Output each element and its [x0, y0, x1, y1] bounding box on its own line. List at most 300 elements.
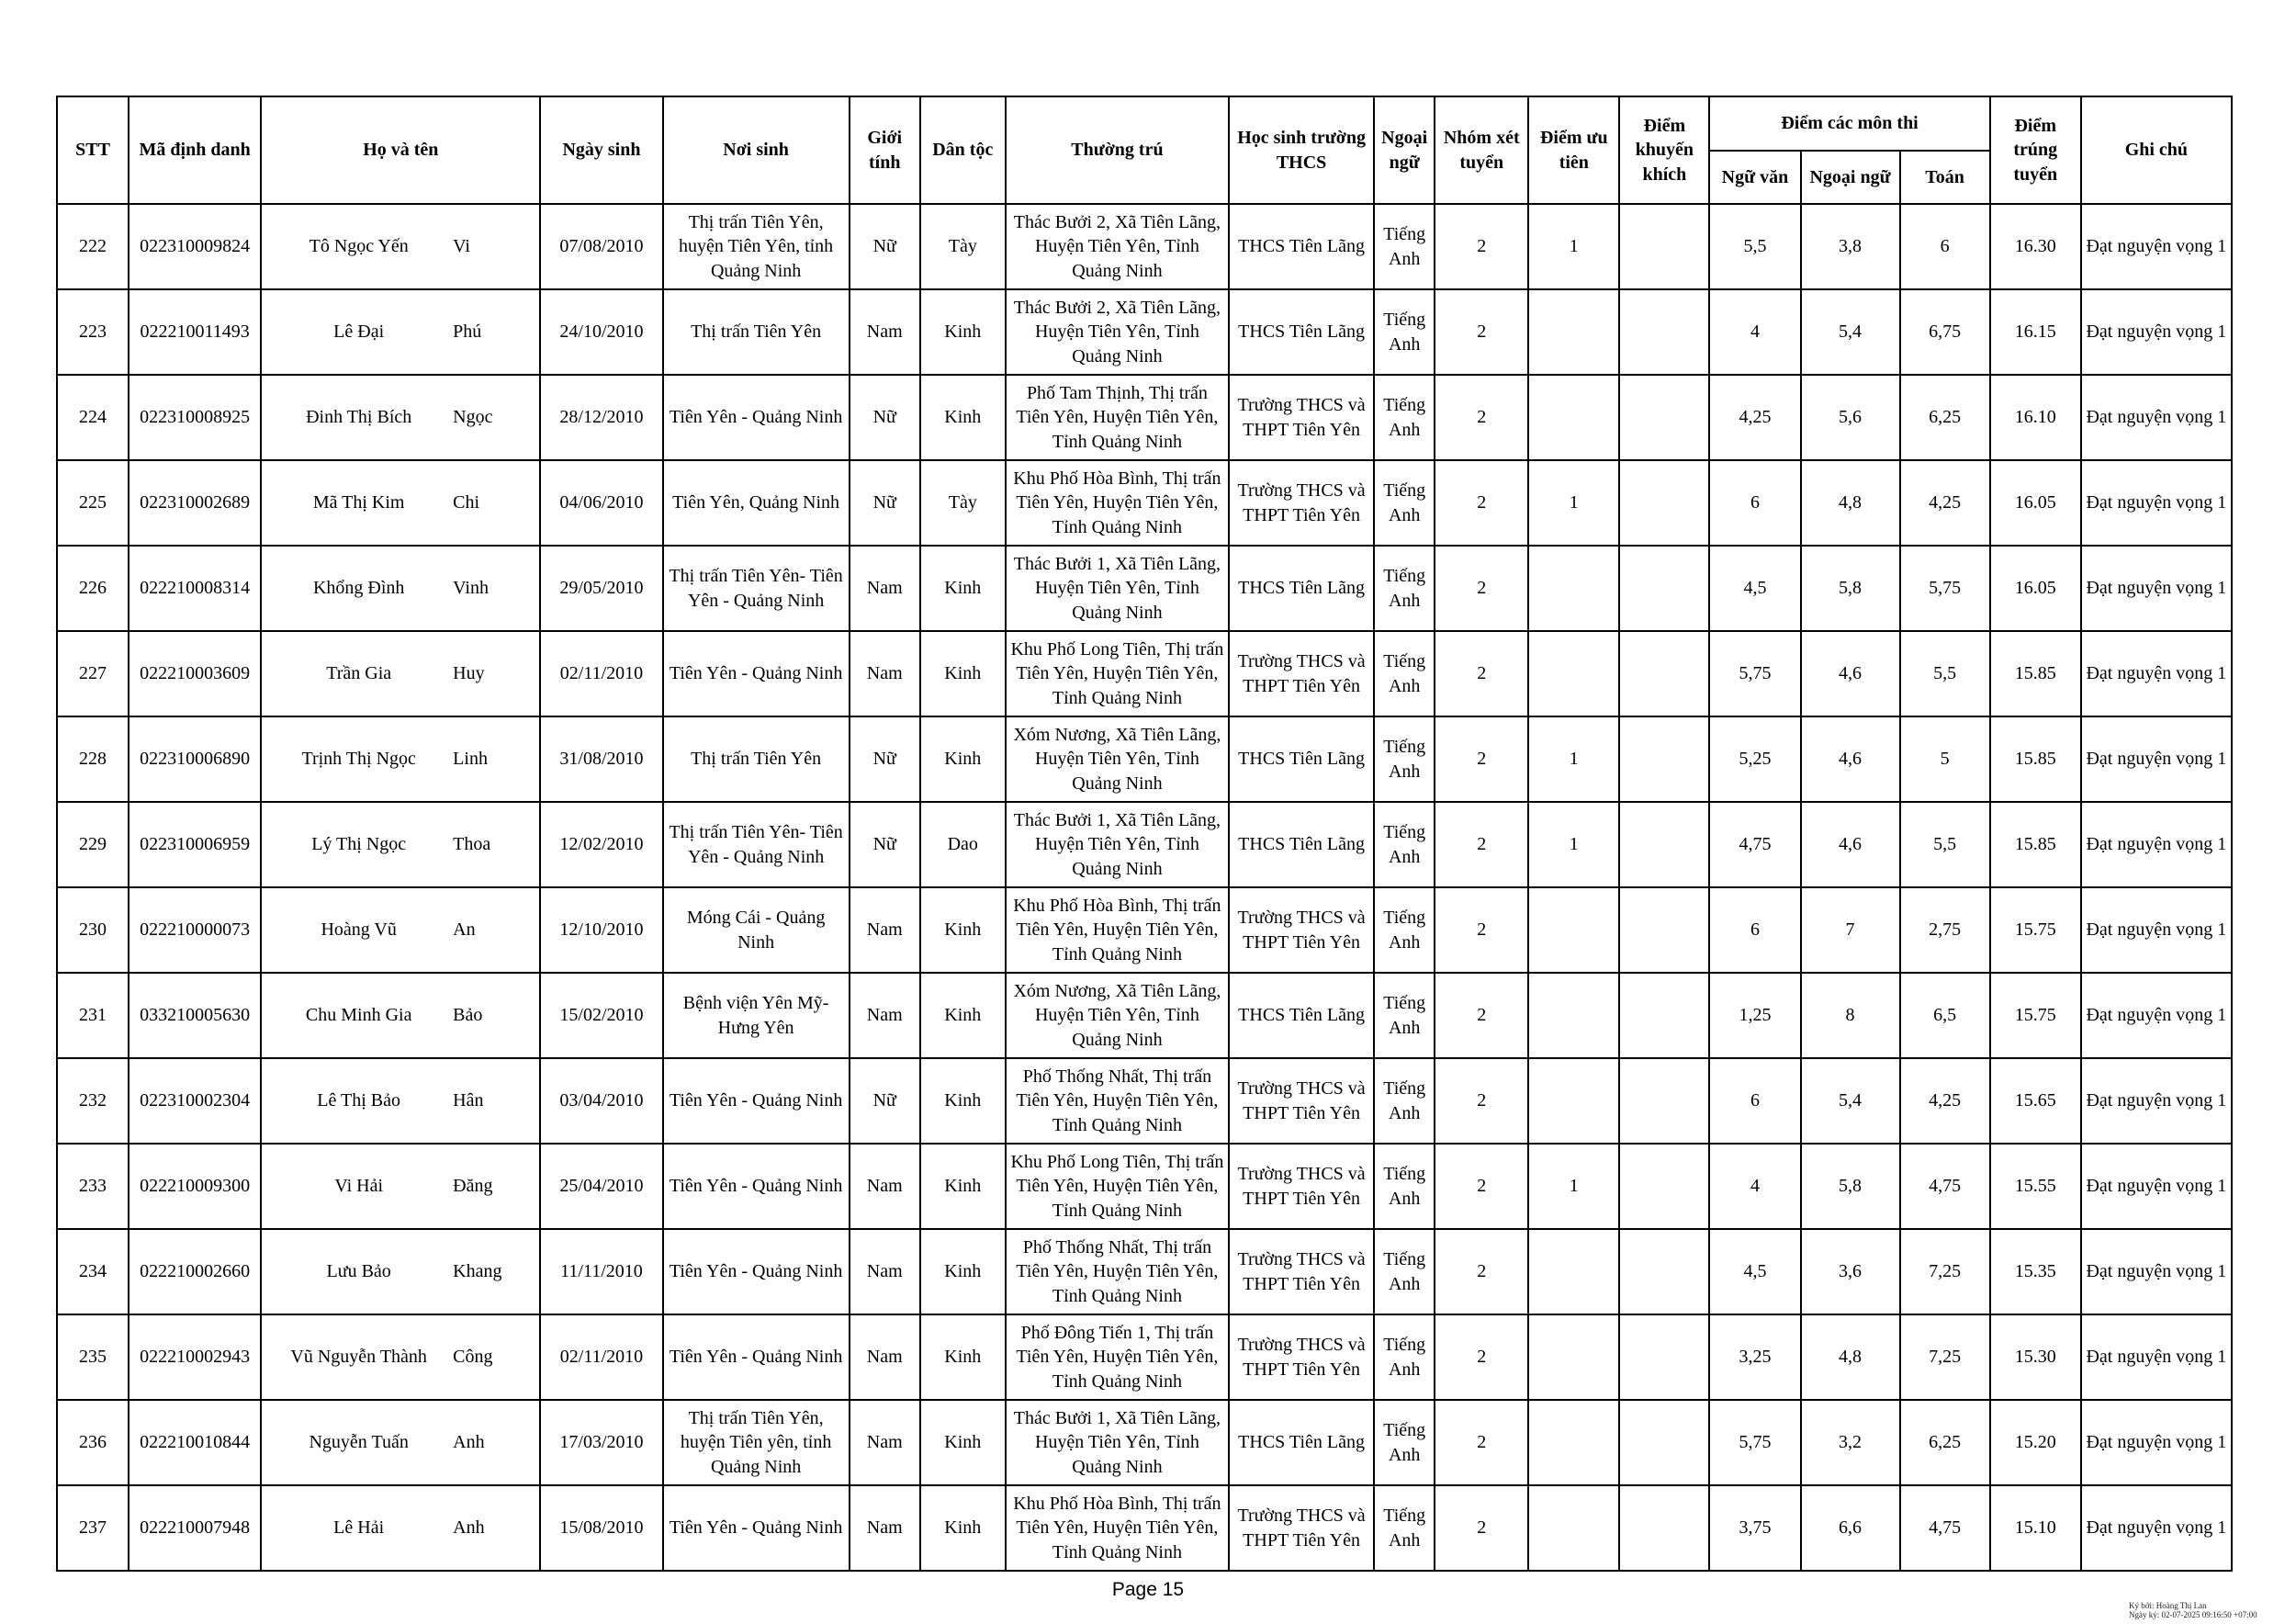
- cell-foreign-language: 5,4: [1801, 1058, 1900, 1144]
- cell-residence: Phố Thống Nhất, Thị trấn Tiên Yên, Huyện Tiên Yên, Tỉnh Quảng Ninh: [1006, 1058, 1229, 1144]
- header-math: Toán: [1900, 151, 1990, 205]
- surname: Trần Gia: [326, 663, 392, 684]
- surname: Đinh Thị Bích: [306, 407, 412, 428]
- cell-note: Đạt nguyện vọng 1: [2081, 1229, 2232, 1314]
- cell-full-name: [261, 1400, 540, 1485]
- cell-id: 022210007948: [129, 1485, 261, 1571]
- cell-residence: Khu Phố Long Tiên, Thị trấn Tiên Yên, Huyện Tiên Yên, Tỉnh Quảng Ninh: [1006, 631, 1229, 716]
- cell-dob: 15/08/2010: [540, 1485, 662, 1571]
- cell-full-name: [261, 375, 540, 460]
- cell-full-name: [261, 546, 540, 631]
- cell-school: Trường THCS và THPT Tiên Yên: [1229, 631, 1374, 716]
- cell-residence: Khu Phố Hòa Bình, Thị trấn Tiên Yên, Huyện Tiên Yên, Tỉnh Quảng Ninh: [1006, 460, 1229, 546]
- cell-stt: 228: [57, 716, 129, 802]
- cell-residence: Khu Phố Hòa Bình, Thị trấn Tiên Yên, Huyện Tiên Yên, Tỉnh Quảng Ninh: [1006, 887, 1229, 973]
- cell-gender: Nam: [850, 1229, 920, 1314]
- cell-language: Tiếng Anh: [1374, 802, 1435, 887]
- cell-stt: 237: [57, 1485, 129, 1571]
- cell-foreign-language: 4,6: [1801, 802, 1900, 887]
- cell-math: 6,25: [1900, 1400, 1990, 1485]
- cell-ethnicity: Kinh: [920, 1144, 1006, 1229]
- cell-foreign-language: 7: [1801, 887, 1900, 973]
- cell-full-name: [261, 802, 540, 887]
- cell-stt: 224: [57, 375, 129, 460]
- cell-gender: Nam: [850, 1314, 920, 1400]
- cell-bonus-score: [1619, 204, 1709, 289]
- cell-literature: 6: [1709, 460, 1800, 546]
- cell-stt: 223: [57, 289, 129, 375]
- cell-residence: Khu Phố Hòa Bình, Thị trấn Tiên Yên, Huyện Tiên Yên, Tỉnh Quảng Ninh: [1006, 1485, 1229, 1571]
- table-row: [57, 1485, 2232, 1571]
- cell-bonus-score: [1619, 1229, 1709, 1314]
- cell-foreign-language: 8: [1801, 973, 1900, 1058]
- cell-note: Đạt nguyện vọng 1: [2081, 1058, 2232, 1144]
- header-admission-score: Điểm trúng tuyển: [1990, 96, 2081, 204]
- cell-literature: 3,25: [1709, 1314, 1800, 1400]
- given-name: Vinh: [453, 578, 489, 599]
- cell-stt: 230: [57, 887, 129, 973]
- surname: Vũ Nguyễn Thành: [290, 1347, 427, 1368]
- cell-dob: 12/02/2010: [540, 802, 662, 887]
- cell-school: THCS Tiên Lãng: [1229, 802, 1374, 887]
- digital-signature: [2129, 1602, 2257, 1620]
- table-row: [57, 1229, 2232, 1314]
- cell-priority-score: [1528, 1400, 1619, 1485]
- table-header: [57, 96, 2232, 204]
- cell-dob: 02/11/2010: [540, 631, 662, 716]
- cell-gender: Nữ: [850, 204, 920, 289]
- cell-note: Đạt nguyện vọng 1: [2081, 631, 2232, 716]
- table-row: [57, 204, 2232, 289]
- surname: Lê Hải: [333, 1517, 385, 1539]
- cell-full-name: [261, 1058, 540, 1144]
- cell-id: 022210002943: [129, 1314, 261, 1400]
- cell-full-name: [261, 460, 540, 546]
- cell-note: Đạt nguyện vọng 1: [2081, 460, 2232, 546]
- cell-group: 2: [1435, 1144, 1528, 1229]
- cell-id: 022310002689: [129, 460, 261, 546]
- cell-priority-score: [1528, 546, 1619, 631]
- cell-id: 022310006959: [129, 802, 261, 887]
- cell-school: Trường THCS và THPT Tiên Yên: [1229, 460, 1374, 546]
- cell-birthplace: Tiên Yên - Quảng Ninh: [663, 631, 850, 716]
- cell-birthplace: Thị trấn Tiên Yên, huyện Tiên Yên, tỉnh Quảng Ninh: [663, 204, 850, 289]
- surname: Mã Thị Kim: [312, 492, 405, 513]
- header-priority-score: Điểm ưu tiên: [1528, 96, 1619, 204]
- cell-id: 022210011493: [129, 289, 261, 375]
- cell-id: 022310009824: [129, 204, 261, 289]
- signature-signer: Ký bởi: Hoàng Thị Lan: [2129, 1601, 2207, 1610]
- header-note: Ghi chú: [2081, 96, 2232, 204]
- cell-dob: 12/10/2010: [540, 887, 662, 973]
- given-name: Thoa: [453, 834, 491, 855]
- surname: Nguyễn Tuấn: [309, 1432, 409, 1453]
- given-name: Hân: [453, 1090, 484, 1111]
- cell-foreign-language: 5,4: [1801, 289, 1900, 375]
- cell-admission-score: 15.85: [1990, 631, 2081, 716]
- cell-dob: 02/11/2010: [540, 1314, 662, 1400]
- cell-priority-score: 1: [1528, 802, 1619, 887]
- cell-full-name: [261, 716, 540, 802]
- cell-school: THCS Tiên Lãng: [1229, 289, 1374, 375]
- cell-bonus-score: [1619, 631, 1709, 716]
- cell-birthplace: Tiên Yên - Quảng Ninh: [663, 1314, 850, 1400]
- cell-residence: Thác Bưởi 1, Xã Tiên Lãng, Huyện Tiên Yên, Tỉnh Quảng Ninh: [1006, 546, 1229, 631]
- cell-school: Trường THCS và THPT Tiên Yên: [1229, 375, 1374, 460]
- cell-id: 022210010844: [129, 1400, 261, 1485]
- cell-admission-score: 15.75: [1990, 973, 2081, 1058]
- table-body: [57, 204, 2232, 1571]
- cell-ethnicity: Kinh: [920, 375, 1006, 460]
- cell-math: 4,75: [1900, 1144, 1990, 1229]
- cell-note: Đạt nguyện vọng 1: [2081, 289, 2232, 375]
- cell-birthplace: Tiên Yên - Quảng Ninh: [663, 1485, 850, 1571]
- cell-foreign-language: 3,8: [1801, 204, 1900, 289]
- cell-language: Tiếng Anh: [1374, 973, 1435, 1058]
- cell-birthplace: Móng Cái - Quảng Ninh: [663, 887, 850, 973]
- cell-language: Tiếng Anh: [1374, 1400, 1435, 1485]
- cell-ethnicity: Kinh: [920, 289, 1006, 375]
- cell-group: 2: [1435, 1229, 1528, 1314]
- given-name: Linh: [453, 749, 488, 770]
- cell-foreign-language: 5,8: [1801, 546, 1900, 631]
- surname: Lê Đại: [333, 321, 385, 343]
- table-row: [57, 546, 2232, 631]
- cell-admission-score: 16.05: [1990, 460, 2081, 546]
- surname: Lê Thị Bảo: [317, 1090, 401, 1111]
- cell-stt: 232: [57, 1058, 129, 1144]
- given-name: Khang: [453, 1261, 502, 1282]
- cell-gender: Nam: [850, 1144, 920, 1229]
- cell-residence: Thác Bưởi 2, Xã Tiên Lãng, Huyện Tiên Yên, Tỉnh Quảng Ninh: [1006, 204, 1229, 289]
- cell-ethnicity: Tày: [920, 460, 1006, 546]
- table-row: [57, 716, 2232, 802]
- cell-gender: Nữ: [850, 802, 920, 887]
- header-bonus-score: Điểm khuyến khích: [1619, 96, 1709, 204]
- cell-language: Tiếng Anh: [1374, 460, 1435, 546]
- header-exam-scores: Điểm các môn thi: [1709, 96, 1989, 151]
- surname: Chu Minh Gia: [305, 1005, 412, 1026]
- cell-admission-score: 15.85: [1990, 716, 2081, 802]
- cell-math: 6: [1900, 204, 1990, 289]
- cell-birthplace: Thị trấn Tiên Yên: [663, 716, 850, 802]
- header-ethnicity: Dân tộc: [920, 96, 1006, 204]
- cell-language: Tiếng Anh: [1374, 716, 1435, 802]
- cell-language: Tiếng Anh: [1374, 375, 1435, 460]
- cell-birthplace: Tiên Yên, Quảng Ninh: [663, 460, 850, 546]
- cell-bonus-score: [1619, 887, 1709, 973]
- cell-literature: 5,75: [1709, 1400, 1800, 1485]
- cell-stt: 235: [57, 1314, 129, 1400]
- cell-foreign-language: 4,8: [1801, 460, 1900, 546]
- header-language: Ngoại ngữ: [1374, 96, 1435, 204]
- cell-language: Tiếng Anh: [1374, 289, 1435, 375]
- header-group: Nhóm xét tuyển: [1435, 96, 1528, 204]
- cell-language: Tiếng Anh: [1374, 631, 1435, 716]
- cell-group: 2: [1435, 289, 1528, 375]
- cell-school: Trường THCS và THPT Tiên Yên: [1229, 1229, 1374, 1314]
- cell-id: 022310002304: [129, 1058, 261, 1144]
- cell-math: 5,5: [1900, 631, 1990, 716]
- cell-bonus-score: [1619, 1314, 1709, 1400]
- cell-school: THCS Tiên Lãng: [1229, 1400, 1374, 1485]
- cell-birthplace: Thị trấn Tiên Yên- Tiên Yên - Quảng Ninh: [663, 546, 850, 631]
- cell-id: 022310006890: [129, 716, 261, 802]
- cell-school: THCS Tiên Lãng: [1229, 204, 1374, 289]
- given-name: Công: [453, 1347, 493, 1368]
- cell-ethnicity: Kinh: [920, 1485, 1006, 1571]
- cell-dob: 03/04/2010: [540, 1058, 662, 1144]
- cell-math: 4,25: [1900, 1058, 1990, 1144]
- cell-admission-score: 15.65: [1990, 1058, 2081, 1144]
- header-gender: Giới tính: [850, 96, 920, 204]
- cell-foreign-language: 3,6: [1801, 1229, 1900, 1314]
- cell-bonus-score: [1619, 289, 1709, 375]
- cell-stt: 225: [57, 460, 129, 546]
- cell-admission-score: 16.15: [1990, 289, 2081, 375]
- cell-id: 022210003609: [129, 631, 261, 716]
- surname: Hoàng Vũ: [321, 919, 397, 941]
- header-full-name: Họ và tên: [261, 96, 540, 204]
- cell-birthplace: Tiên Yên - Quảng Ninh: [663, 375, 850, 460]
- cell-foreign-language: 5,8: [1801, 1144, 1900, 1229]
- cell-stt: 227: [57, 631, 129, 716]
- cell-id: 022210000073: [129, 887, 261, 973]
- given-name: Bảo: [453, 1005, 483, 1026]
- cell-ethnicity: Tày: [920, 204, 1006, 289]
- cell-language: Tiếng Anh: [1374, 546, 1435, 631]
- given-name: Phú: [453, 321, 482, 343]
- cell-gender: Nam: [850, 289, 920, 375]
- cell-dob: 11/11/2010: [540, 1229, 662, 1314]
- cell-note: Đạt nguyện vọng 1: [2081, 973, 2232, 1058]
- table-row: [57, 1400, 2232, 1485]
- given-name: Vi: [453, 236, 470, 257]
- header-school: Học sinh trường THCS: [1229, 96, 1374, 204]
- cell-school: THCS Tiên Lãng: [1229, 716, 1374, 802]
- cell-admission-score: 15.35: [1990, 1229, 2081, 1314]
- cell-literature: 5,5: [1709, 204, 1800, 289]
- cell-admission-score: 15.85: [1990, 802, 2081, 887]
- cell-gender: Nữ: [850, 716, 920, 802]
- cell-admission-score: 16.05: [1990, 546, 2081, 631]
- given-name: Ngọc: [453, 407, 493, 428]
- surname: Lưu Bảo: [326, 1261, 391, 1282]
- cell-note: Đạt nguyện vọng 1: [2081, 1400, 2232, 1485]
- cell-birthplace: Thị trấn Tiên Yên, huyện Tiên yên, tỉnh Quảng Ninh: [663, 1400, 850, 1485]
- cell-residence: Thác Bưởi 2, Xã Tiên Lãng, Huyện Tiên Yên, Tỉnh Quảng Ninh: [1006, 289, 1229, 375]
- cell-residence: Phố Thống Nhất, Thị trấn Tiên Yên, Huyện Tiên Yên, Tỉnh Quảng Ninh: [1006, 1229, 1229, 1314]
- cell-full-name: [261, 973, 540, 1058]
- cell-bonus-score: [1619, 546, 1709, 631]
- cell-gender: Nữ: [850, 375, 920, 460]
- given-name: Anh: [453, 1517, 485, 1539]
- cell-language: Tiếng Anh: [1374, 1144, 1435, 1229]
- table-row: [57, 1058, 2232, 1144]
- cell-residence: Thác Bưởi 1, Xã Tiên Lãng, Huyện Tiên Yên, Tỉnh Quảng Ninh: [1006, 1400, 1229, 1485]
- cell-priority-score: [1528, 375, 1619, 460]
- cell-ethnicity: Kinh: [920, 631, 1006, 716]
- cell-admission-score: 15.30: [1990, 1314, 2081, 1400]
- cell-group: 2: [1435, 1058, 1528, 1144]
- cell-stt: 222: [57, 204, 129, 289]
- cell-dob: 29/05/2010: [540, 546, 662, 631]
- cell-birthplace: Thị trấn Tiên Yên: [663, 289, 850, 375]
- cell-residence: Khu Phố Long Tiên, Thị trấn Tiên Yên, Huyện Tiên Yên, Tỉnh Quảng Ninh: [1006, 1144, 1229, 1229]
- cell-literature: 4,75: [1709, 802, 1800, 887]
- cell-literature: 4,5: [1709, 546, 1800, 631]
- cell-note: Đạt nguyện vọng 1: [2081, 1485, 2232, 1571]
- cell-priority-score: [1528, 1058, 1619, 1144]
- cell-bonus-score: [1619, 973, 1709, 1058]
- cell-admission-score: 15.10: [1990, 1485, 2081, 1571]
- cell-ethnicity: Dao: [920, 802, 1006, 887]
- cell-math: 6,25: [1900, 375, 1990, 460]
- cell-math: 5,5: [1900, 802, 1990, 887]
- cell-note: Đạt nguyện vọng 1: [2081, 802, 2232, 887]
- cell-dob: 31/08/2010: [540, 716, 662, 802]
- cell-bonus-score: [1619, 802, 1709, 887]
- table-row: [57, 631, 2232, 716]
- cell-group: 2: [1435, 1400, 1528, 1485]
- cell-foreign-language: 4,8: [1801, 1314, 1900, 1400]
- table-row: [57, 460, 2232, 546]
- cell-group: 2: [1435, 375, 1528, 460]
- cell-bonus-score: [1619, 460, 1709, 546]
- cell-admission-score: 16.10: [1990, 375, 2081, 460]
- cell-dob: 07/08/2010: [540, 204, 662, 289]
- cell-bonus-score: [1619, 375, 1709, 460]
- header-id: Mã định danh: [129, 96, 261, 204]
- cell-bonus-score: [1619, 716, 1709, 802]
- given-name: Huy: [453, 663, 485, 684]
- cell-literature: 3,75: [1709, 1485, 1800, 1571]
- cell-note: Đạt nguyện vọng 1: [2081, 204, 2232, 289]
- cell-language: Tiếng Anh: [1374, 204, 1435, 289]
- cell-bonus-score: [1619, 1058, 1709, 1144]
- cell-language: Tiếng Anh: [1374, 1229, 1435, 1314]
- cell-residence: Xóm Nương, Xã Tiên Lãng, Huyện Tiên Yên, Tỉnh Quảng Ninh: [1006, 973, 1229, 1058]
- table-row: [57, 887, 2232, 973]
- table-row: [57, 802, 2232, 887]
- surname: Vi Hải: [334, 1176, 384, 1197]
- cell-birthplace: Bệnh viện Yên Mỹ- Hưng Yên: [663, 973, 850, 1058]
- cell-note: Đạt nguyện vọng 1: [2081, 1314, 2232, 1400]
- cell-language: Tiếng Anh: [1374, 1058, 1435, 1144]
- cell-gender: Nam: [850, 546, 920, 631]
- cell-admission-score: 16.30: [1990, 204, 2081, 289]
- cell-dob: 15/02/2010: [540, 973, 662, 1058]
- cell-note: Đạt nguyện vọng 1: [2081, 887, 2232, 973]
- cell-full-name: [261, 1314, 540, 1400]
- cell-full-name: [261, 887, 540, 973]
- cell-school: Trường THCS và THPT Tiên Yên: [1229, 1314, 1374, 1400]
- page-number: Page 15: [1111, 1579, 1185, 1600]
- cell-literature: 6: [1709, 1058, 1800, 1144]
- cell-literature: 4: [1709, 1144, 1800, 1229]
- cell-group: 2: [1435, 716, 1528, 802]
- surname: Trịnh Thị Ngọc: [301, 749, 416, 770]
- cell-school: THCS Tiên Lãng: [1229, 546, 1374, 631]
- cell-group: 2: [1435, 1485, 1528, 1571]
- cell-birthplace: Tiên Yên - Quảng Ninh: [663, 1058, 850, 1144]
- cell-birthplace: Tiên Yên - Quảng Ninh: [663, 1144, 850, 1229]
- cell-ethnicity: Kinh: [920, 1400, 1006, 1485]
- cell-foreign-language: 4,6: [1801, 631, 1900, 716]
- cell-stt: 231: [57, 973, 129, 1058]
- cell-gender: Nữ: [850, 460, 920, 546]
- cell-birthplace: Tiên Yên - Quảng Ninh: [663, 1229, 850, 1314]
- cell-school: THCS Tiên Lãng: [1229, 973, 1374, 1058]
- table-row: [57, 375, 2232, 460]
- cell-priority-score: [1528, 973, 1619, 1058]
- cell-priority-score: [1528, 1485, 1619, 1571]
- cell-priority-score: [1528, 1229, 1619, 1314]
- cell-id: 022210002660: [129, 1229, 261, 1314]
- cell-group: 2: [1435, 802, 1528, 887]
- cell-gender: Nam: [850, 973, 920, 1058]
- cell-dob: 04/06/2010: [540, 460, 662, 546]
- given-name: An: [453, 919, 476, 941]
- cell-ethnicity: Kinh: [920, 887, 1006, 973]
- cell-foreign-language: 6,6: [1801, 1485, 1900, 1571]
- cell-stt: 226: [57, 546, 129, 631]
- cell-admission-score: 15.20: [1990, 1400, 2081, 1485]
- cell-language: Tiếng Anh: [1374, 1485, 1435, 1571]
- cell-math: 4,75: [1900, 1485, 1990, 1571]
- table-row: [57, 289, 2232, 375]
- signature-date: Ngày ký: 02-07-2025 09:16:50 +07:00: [2129, 1609, 2257, 1619]
- cell-gender: Nữ: [850, 1058, 920, 1144]
- cell-note: Đạt nguyện vọng 1: [2081, 716, 2232, 802]
- cell-school: Trường THCS và THPT Tiên Yên: [1229, 1058, 1374, 1144]
- cell-literature: 4,5: [1709, 1229, 1800, 1314]
- cell-full-name: [261, 1144, 540, 1229]
- cell-ethnicity: Kinh: [920, 973, 1006, 1058]
- cell-literature: 4: [1709, 289, 1800, 375]
- cell-ethnicity: Kinh: [920, 1058, 1006, 1144]
- cell-group: 2: [1435, 1314, 1528, 1400]
- cell-ethnicity: Kinh: [920, 546, 1006, 631]
- cell-dob: 24/10/2010: [540, 289, 662, 375]
- cell-bonus-score: [1619, 1485, 1709, 1571]
- cell-stt: 234: [57, 1229, 129, 1314]
- surname: Tô Ngọc Yến: [309, 236, 409, 257]
- cell-dob: 25/04/2010: [540, 1144, 662, 1229]
- surname: Khổng Đình: [312, 578, 405, 599]
- cell-full-name: [261, 1485, 540, 1571]
- cell-group: 2: [1435, 546, 1528, 631]
- cell-gender: Nam: [850, 631, 920, 716]
- admission-results-table: [56, 96, 2233, 1572]
- cell-foreign-language: 3,2: [1801, 1400, 1900, 1485]
- cell-math: 7,25: [1900, 1314, 1990, 1400]
- cell-math: 5: [1900, 716, 1990, 802]
- cell-math: 6,75: [1900, 289, 1990, 375]
- cell-admission-score: 15.75: [1990, 887, 2081, 973]
- header-literature: Ngữ văn: [1709, 151, 1800, 205]
- cell-math: 5,75: [1900, 546, 1990, 631]
- cell-gender: Nam: [850, 887, 920, 973]
- header-stt: STT: [57, 96, 129, 204]
- cell-math: 7,25: [1900, 1229, 1990, 1314]
- cell-gender: Nam: [850, 1485, 920, 1571]
- cell-priority-score: [1528, 887, 1619, 973]
- cell-gender: Nam: [850, 1400, 920, 1485]
- cell-math: 4,25: [1900, 460, 1990, 546]
- cell-note: Đạt nguyện vọng 1: [2081, 1144, 2232, 1229]
- cell-dob: 17/03/2010: [540, 1400, 662, 1485]
